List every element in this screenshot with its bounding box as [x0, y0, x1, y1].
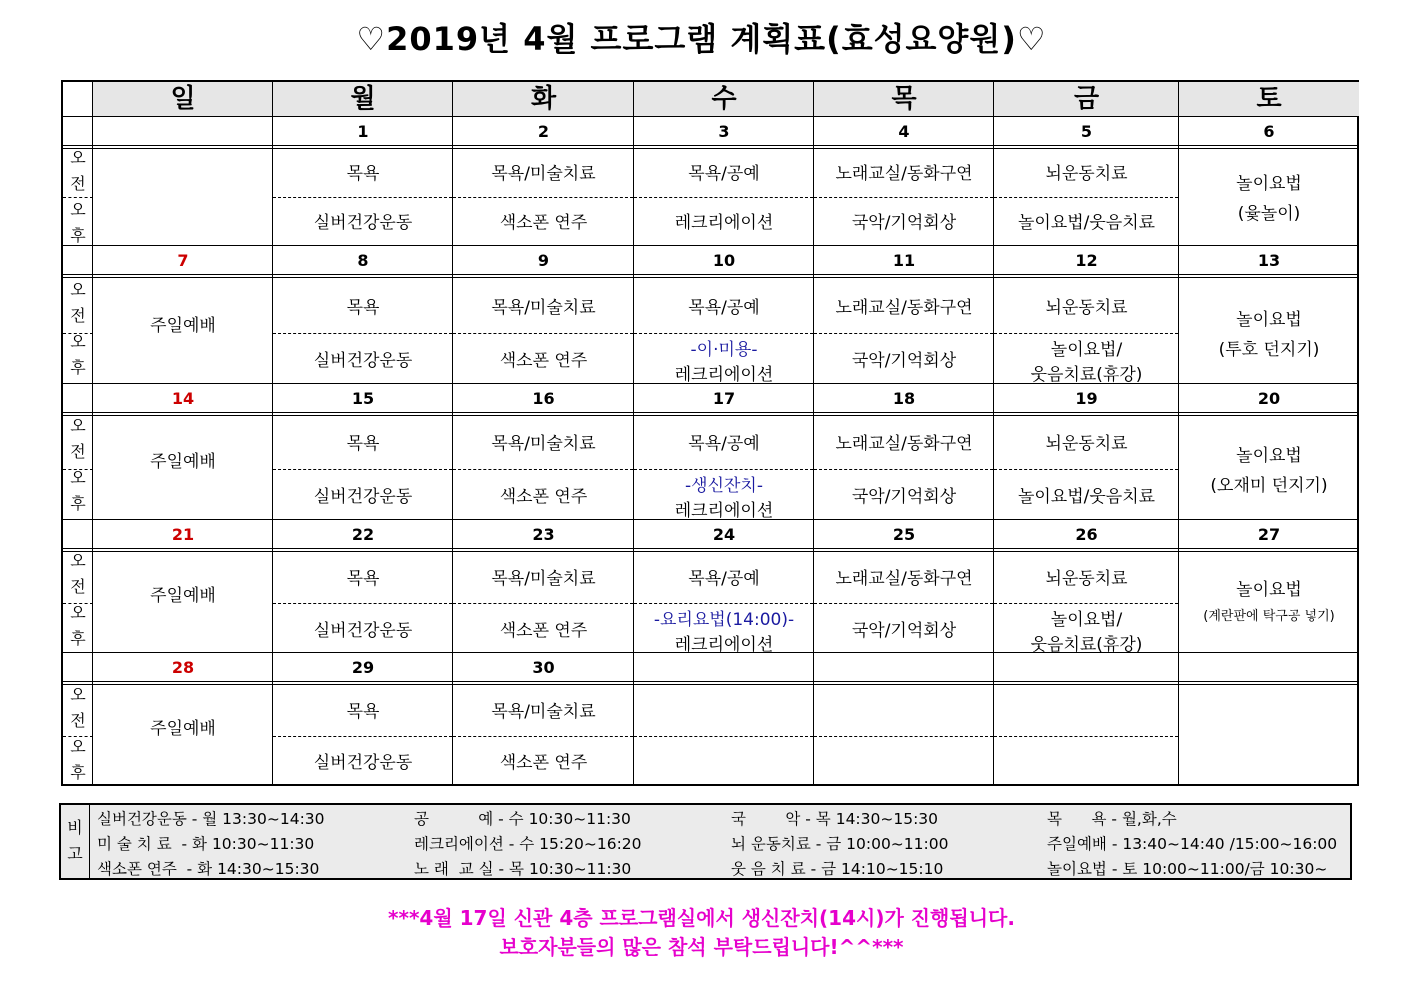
pm-program: 레크리에이션 — [674, 501, 774, 521]
am-pm-char: 오 — [70, 603, 86, 622]
pm-program — [634, 748, 814, 774]
am-pm-divider — [273, 333, 452, 334]
saturday-program — [1179, 708, 1359, 734]
am-pm-divider — [63, 333, 93, 334]
saturday-detail: (윷놀이) — [1237, 204, 1301, 224]
date-cell: 16 — [532, 389, 555, 408]
special-event: -생신잔치- — [685, 476, 763, 496]
saturday-detail: (계란판에 탁구공 넣기) — [1203, 609, 1335, 624]
am-pm-label — [63, 277, 93, 387]
am-pm-divider — [273, 736, 452, 737]
pm-program: 레크리에이션 — [674, 365, 774, 385]
remarks-label — [61, 805, 90, 878]
am-pm-divider — [994, 469, 1178, 470]
date-cell: 30 — [532, 658, 555, 677]
date-cell: 22 — [351, 525, 375, 544]
date-cell: 29 — [351, 658, 375, 677]
day-header-6: 토 — [1179, 82, 1359, 116]
date-cell: 17 — [712, 389, 736, 408]
am-program: 목욕 — [346, 702, 380, 722]
pm-program: 실버건강운동 — [313, 351, 413, 371]
date-cell — [994, 654, 1179, 682]
day-header-2: 화 — [453, 82, 634, 116]
pm-program: 실버건강운동 — [313, 620, 413, 641]
pm-program: 국악/기억회상 — [851, 487, 957, 507]
pm-program: 국악/기억회상 — [851, 620, 957, 641]
pm-program — [994, 748, 1179, 774]
date-cell — [814, 654, 994, 682]
am-program: 목욕 — [346, 568, 380, 589]
am-program: 목욕 — [346, 434, 380, 454]
am-pm-divider — [634, 469, 813, 470]
date-cell: 12 — [1075, 251, 1098, 270]
am-pm-divider — [814, 333, 993, 334]
am-program: 목욕/미술치료 — [491, 702, 596, 722]
am-pm-char: 전 — [70, 306, 86, 325]
date-cell: 9 — [537, 251, 550, 270]
date-cell: 20 — [1257, 389, 1281, 408]
special-event: -요리요법(14:00)- — [653, 610, 795, 630]
pm-program: 실버건강운동 — [313, 213, 413, 233]
am-program: 뇌운동치료 — [1045, 568, 1128, 589]
sunday-program: 주일예배 — [150, 719, 216, 739]
pm-program: 실버건강운동 — [313, 487, 413, 507]
date-cell: 13 — [1257, 251, 1281, 270]
am-program: 목욕/공예 — [688, 434, 760, 454]
am-program: 뇌운동치료 — [1045, 434, 1128, 454]
day-header-1: 월 — [273, 82, 453, 116]
date-cell: 11 — [892, 251, 916, 270]
saturday-detail: (투호 던지기) — [1218, 340, 1320, 360]
date-cell: 8 — [357, 251, 369, 270]
pm-program: 웃음치료(휴강) — [1030, 635, 1143, 655]
page-title: ♡2019년 4월 프로그램 계획표(효성요양원)♡ — [356, 20, 1047, 58]
pm-program: 국악/기억회상 — [851, 213, 957, 233]
date-cell: 3 — [718, 122, 730, 141]
sunday-program — [93, 175, 273, 205]
am-pm-char: 후 — [70, 358, 86, 377]
date-cell: 24 — [712, 525, 736, 544]
am-pm-char: 후 — [70, 763, 86, 782]
notice-line-2: 보호자분들의 많은 참석 부탁드립니다!^^*** — [499, 935, 904, 959]
saturday-program: 놀이요법 — [1236, 174, 1302, 194]
remarks-label-char: 비 — [67, 818, 83, 837]
am-pm-divider — [453, 333, 633, 334]
date-cell: 18 — [892, 389, 916, 408]
date-cell: 1 — [357, 122, 369, 141]
date-cell: 27 — [1257, 525, 1281, 544]
am-pm-char: 오 — [70, 200, 86, 219]
am-pm-char: 전 — [70, 711, 86, 730]
am-program: 노래교실/동화구연 — [835, 568, 973, 589]
am-pm-char: 오 — [70, 332, 86, 351]
special-event: -이·미용- — [690, 340, 758, 360]
am-program: 노래교실/동화구연 — [835, 298, 973, 318]
am-pm-label — [63, 145, 93, 247]
am-pm-divider — [634, 333, 813, 334]
remark-item: 놀이요법 - 토 10:00~11:00/금 10:30~ — [1047, 860, 1328, 878]
pm-program: 실버건강운동 — [313, 753, 413, 773]
remark-item: 목 욕 - 월,화,수 — [1047, 810, 1177, 828]
am-program: 목욕 — [346, 164, 380, 184]
saturday-detail — [1179, 738, 1359, 764]
am-program: 목욕 — [346, 298, 380, 318]
am-pm-divider — [634, 197, 813, 198]
am-pm-label — [63, 682, 93, 788]
date-cell — [1179, 654, 1359, 682]
am-pm-divider — [273, 197, 452, 198]
am-program: 목욕/공예 — [688, 298, 760, 318]
am-program: 노래교실/동화구연 — [835, 164, 973, 184]
am-pm-divider — [634, 603, 813, 604]
remark-item: 색소폰 연주 - 화 14:30~15:30 — [97, 860, 320, 878]
am-pm-char: 전 — [70, 174, 86, 193]
am-pm-divider — [994, 603, 1178, 604]
pm-program: 레크리에이션 — [674, 635, 774, 655]
sunday-program: 주일예배 — [150, 586, 216, 606]
saturday-detail: (오재미 던지기) — [1210, 476, 1328, 496]
am-pm-divider — [453, 469, 633, 470]
remark-item: 레크리에이션 - 수 15:20~16:20 — [414, 835, 642, 853]
am-pm-divider — [814, 736, 993, 737]
date-cell: 23 — [532, 525, 555, 544]
am-pm-label — [63, 548, 93, 656]
remark-item: 웃 음 치 료 - 금 14:10~15:10 — [731, 860, 944, 878]
saturday-program: 놀이요법 — [1236, 446, 1302, 466]
remarks-label-char: 고 — [67, 844, 83, 863]
am-program: 목욕/공예 — [688, 568, 760, 589]
calendar-table — [61, 80, 1359, 786]
am-program: 목욕/미술치료 — [491, 298, 596, 318]
am-pm-divider — [814, 469, 993, 470]
pm-program: 색소폰 연주 — [499, 620, 588, 641]
am-pm-divider — [63, 197, 93, 198]
pm-program: 색소폰 연주 — [499, 753, 588, 773]
am-pm-divider — [814, 603, 993, 604]
date-cell: 25 — [892, 525, 916, 544]
date-cell — [93, 118, 273, 146]
am-program: 노래교실/동화구연 — [835, 434, 973, 454]
am-pm-char: 전 — [70, 442, 86, 461]
am-program: 목욕/미술치료 — [491, 434, 596, 454]
pm-program: 색소폰 연주 — [499, 213, 588, 233]
remark-item: 뇌 운동치료 - 금 10:00~11:00 — [731, 835, 949, 853]
date-cell: 6 — [1263, 122, 1275, 141]
am-pm-char: 오 — [70, 551, 86, 570]
am-pm-divider — [273, 603, 452, 604]
am-pm-divider — [63, 469, 93, 470]
am-pm-divider — [63, 736, 93, 737]
am-pm-char: 오 — [70, 468, 86, 487]
am-pm-char: 후 — [70, 494, 86, 513]
am-program: 목욕/미술치료 — [491, 568, 596, 589]
day-header-5: 금 — [994, 82, 1179, 116]
am-pm-char: 오 — [70, 280, 86, 299]
am-pm-char: 오 — [70, 416, 86, 435]
remarks-box — [59, 803, 1352, 880]
sunday-program: 주일예배 — [150, 452, 216, 472]
am-pm-divider — [63, 603, 93, 604]
pm-program: 웃음치료(휴강) — [1030, 365, 1143, 385]
am-program — [994, 697, 1179, 723]
remark-item: 미 술 치 료 - 화 10:30~11:30 — [97, 835, 315, 853]
remark-item: 실버건강운동 - 월 13:30~14:30 — [97, 810, 325, 828]
pm-program: 놀이요법/ — [1050, 340, 1123, 360]
am-pm-divider — [453, 736, 633, 737]
date-cell: 15 — [351, 389, 375, 408]
remark-item: 국 악 - 목 14:30~15:30 — [731, 810, 939, 828]
am-pm-char: 후 — [70, 226, 86, 245]
day-header-4: 목 — [814, 82, 994, 116]
am-program: 목욕/공예 — [688, 164, 760, 184]
pm-program — [814, 748, 994, 774]
date-cell — [634, 654, 814, 682]
remark-item: 공 예 - 수 10:30~11:30 — [414, 810, 631, 828]
row-divider — [63, 245, 1357, 246]
am-pm-divider — [994, 333, 1178, 334]
sunday-program: 주일예배 — [150, 316, 216, 336]
am-program — [634, 697, 814, 723]
am-pm-char: 오 — [70, 737, 86, 756]
am-pm-divider — [994, 736, 1178, 737]
date-cell: 19 — [1075, 389, 1098, 408]
remark-item: 주일예배 - 13:40~14:40 /15:00~16:00 — [1047, 835, 1338, 853]
pm-program: 국악/기억회상 — [851, 351, 957, 371]
pm-program: 레크리에이션 — [674, 213, 774, 233]
corner-cell — [63, 82, 93, 116]
am-pm-divider — [634, 736, 813, 737]
am-pm-divider — [273, 469, 452, 470]
day-header-3: 수 — [634, 82, 814, 116]
am-pm-label — [63, 413, 93, 523]
date-cell: 2 — [537, 122, 550, 141]
am-program: 뇌운동치료 — [1045, 298, 1128, 318]
am-pm-char: 전 — [70, 577, 86, 596]
am-pm-char: 오 — [70, 685, 86, 704]
date-cell: 5 — [1080, 122, 1093, 141]
date-cell: 4 — [898, 122, 910, 141]
am-pm-char: 후 — [70, 629, 86, 648]
saturday-program: 놀이요법 — [1236, 580, 1302, 600]
am-pm-divider — [994, 197, 1178, 198]
row-divider — [63, 116, 1357, 117]
am-pm-divider — [814, 197, 993, 198]
am-pm-divider — [453, 197, 633, 198]
am-pm-divider — [453, 603, 633, 604]
pm-program: 놀이요법/웃음치료 — [1017, 487, 1156, 507]
am-program: 뇌운동치료 — [1045, 164, 1128, 184]
pm-program: 색소폰 연주 — [499, 487, 588, 507]
date-cell: 10 — [712, 251, 736, 270]
am-program: 목욕/미술치료 — [491, 164, 596, 184]
pm-program: 놀이요법/ — [1050, 610, 1123, 630]
am-pm-char: 오 — [70, 148, 86, 167]
am-program — [814, 697, 994, 723]
notice-line-1: ***4월 17일 신관 4층 프로그램실에서 생신잔치(14시)가 진행됩니다. — [388, 906, 1015, 930]
pm-program: 색소폰 연주 — [499, 351, 588, 371]
pm-program: 놀이요법/웃음치료 — [1017, 213, 1156, 233]
date-cell: 28 — [171, 658, 195, 677]
saturday-program: 놀이요법 — [1236, 310, 1302, 330]
date-cell: 14 — [171, 389, 195, 408]
day-header-0: 일 — [93, 82, 273, 116]
date-cell: 26 — [1075, 525, 1098, 544]
remark-item: 노 래 교 실 - 목 10:30~11:30 — [414, 860, 632, 878]
date-cell: 7 — [177, 251, 189, 270]
date-cell: 21 — [171, 525, 195, 544]
